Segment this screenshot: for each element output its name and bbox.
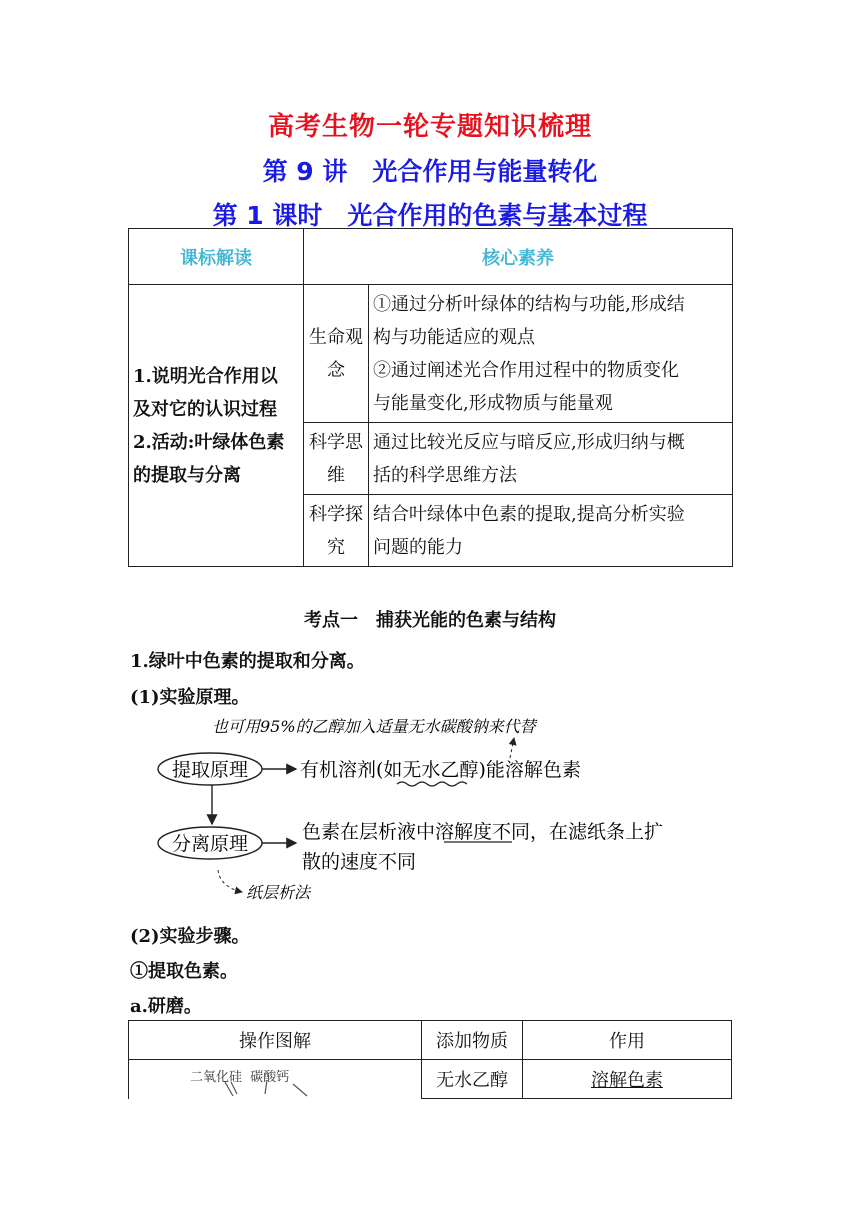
note-arrow-top <box>510 738 514 758</box>
op-header-diagram: 操作图解 <box>129 1021 422 1060</box>
content-scientific-inquiry: 结合叶绿体中色素的提取,提高分析实验 问题的能力 <box>369 495 733 567</box>
separation-text-line1: 色素在层析液中溶解度不同，在滤纸条上扩 <box>302 821 664 843</box>
principle-diagram <box>150 712 750 912</box>
note-arrow-bottom <box>218 870 242 892</box>
step-extract: ①提取色素。 <box>130 961 238 982</box>
note-chromatography: 纸层析法 <box>246 883 311 902</box>
header-standards: 课标解读 <box>129 229 304 285</box>
op-header-substance: 添加物质 <box>422 1021 523 1060</box>
illustration-labels: 二氧化硅 碳酸钙 <box>190 1070 290 1085</box>
mortar-sketch <box>215 1080 325 1098</box>
content-life-concept: ①通过分析叶绿体的结构与功能,形成结 构与功能适应的观点 ②通过阐述光合作用过程中的物质变化 与能量变化,形成物质与能量观 <box>369 285 733 423</box>
box-extraction-label: 提取原理 <box>171 759 249 781</box>
wavy-underline <box>397 782 467 786</box>
op-effect: 溶解色素 <box>523 1060 732 1099</box>
op-substance: 无水乙醇 <box>422 1060 523 1099</box>
sub-heading-steps: (2)实验步骤。 <box>130 926 250 947</box>
category-scientific-thinking: 科学思 维 <box>304 423 369 495</box>
standards-description: 1.说明光合作用以 及对它的认识过程 2.活动:叶绿体色素 的提取与分离 <box>129 285 304 567</box>
category-life-concept: 生命观 念 <box>304 285 369 423</box>
content-scientific-thinking: 通过比较光反应与暗反应,形成归纳与概 括的科学思维方法 <box>369 423 733 495</box>
lesson-title: 第 1 课时 光合作用的色素与基本过程 <box>212 201 648 230</box>
extraction-text: 有机溶剂(如无水乙醇)能溶解色素 <box>300 759 581 781</box>
op-header-effect: 作用 <box>523 1021 732 1060</box>
header-literacy: 核心素养 <box>304 229 733 285</box>
section-title: 考点一 捕获光能的色素与结构 <box>304 610 556 631</box>
box-separation-label: 分离原理 <box>171 833 249 855</box>
step-grind: a.研磨。 <box>130 996 202 1017</box>
main-title: 高考生物一轮专题知识梳理 <box>267 112 592 142</box>
category-scientific-inquiry: 科学探 究 <box>304 495 369 567</box>
lecture-title: 第 9 讲 光合作用与能量转化 <box>262 157 598 186</box>
separation-text-line2: 散的速度不同 <box>302 851 417 873</box>
sub-heading-principle: (1)实验原理。 <box>130 687 250 708</box>
item-heading: 1.绿叶中色素的提取和分离。 <box>130 651 365 672</box>
standards-table <box>128 228 733 567</box>
note-ethanol: 也可用95%的乙醇加入适量无水碳酸钠来代替 <box>212 717 536 736</box>
